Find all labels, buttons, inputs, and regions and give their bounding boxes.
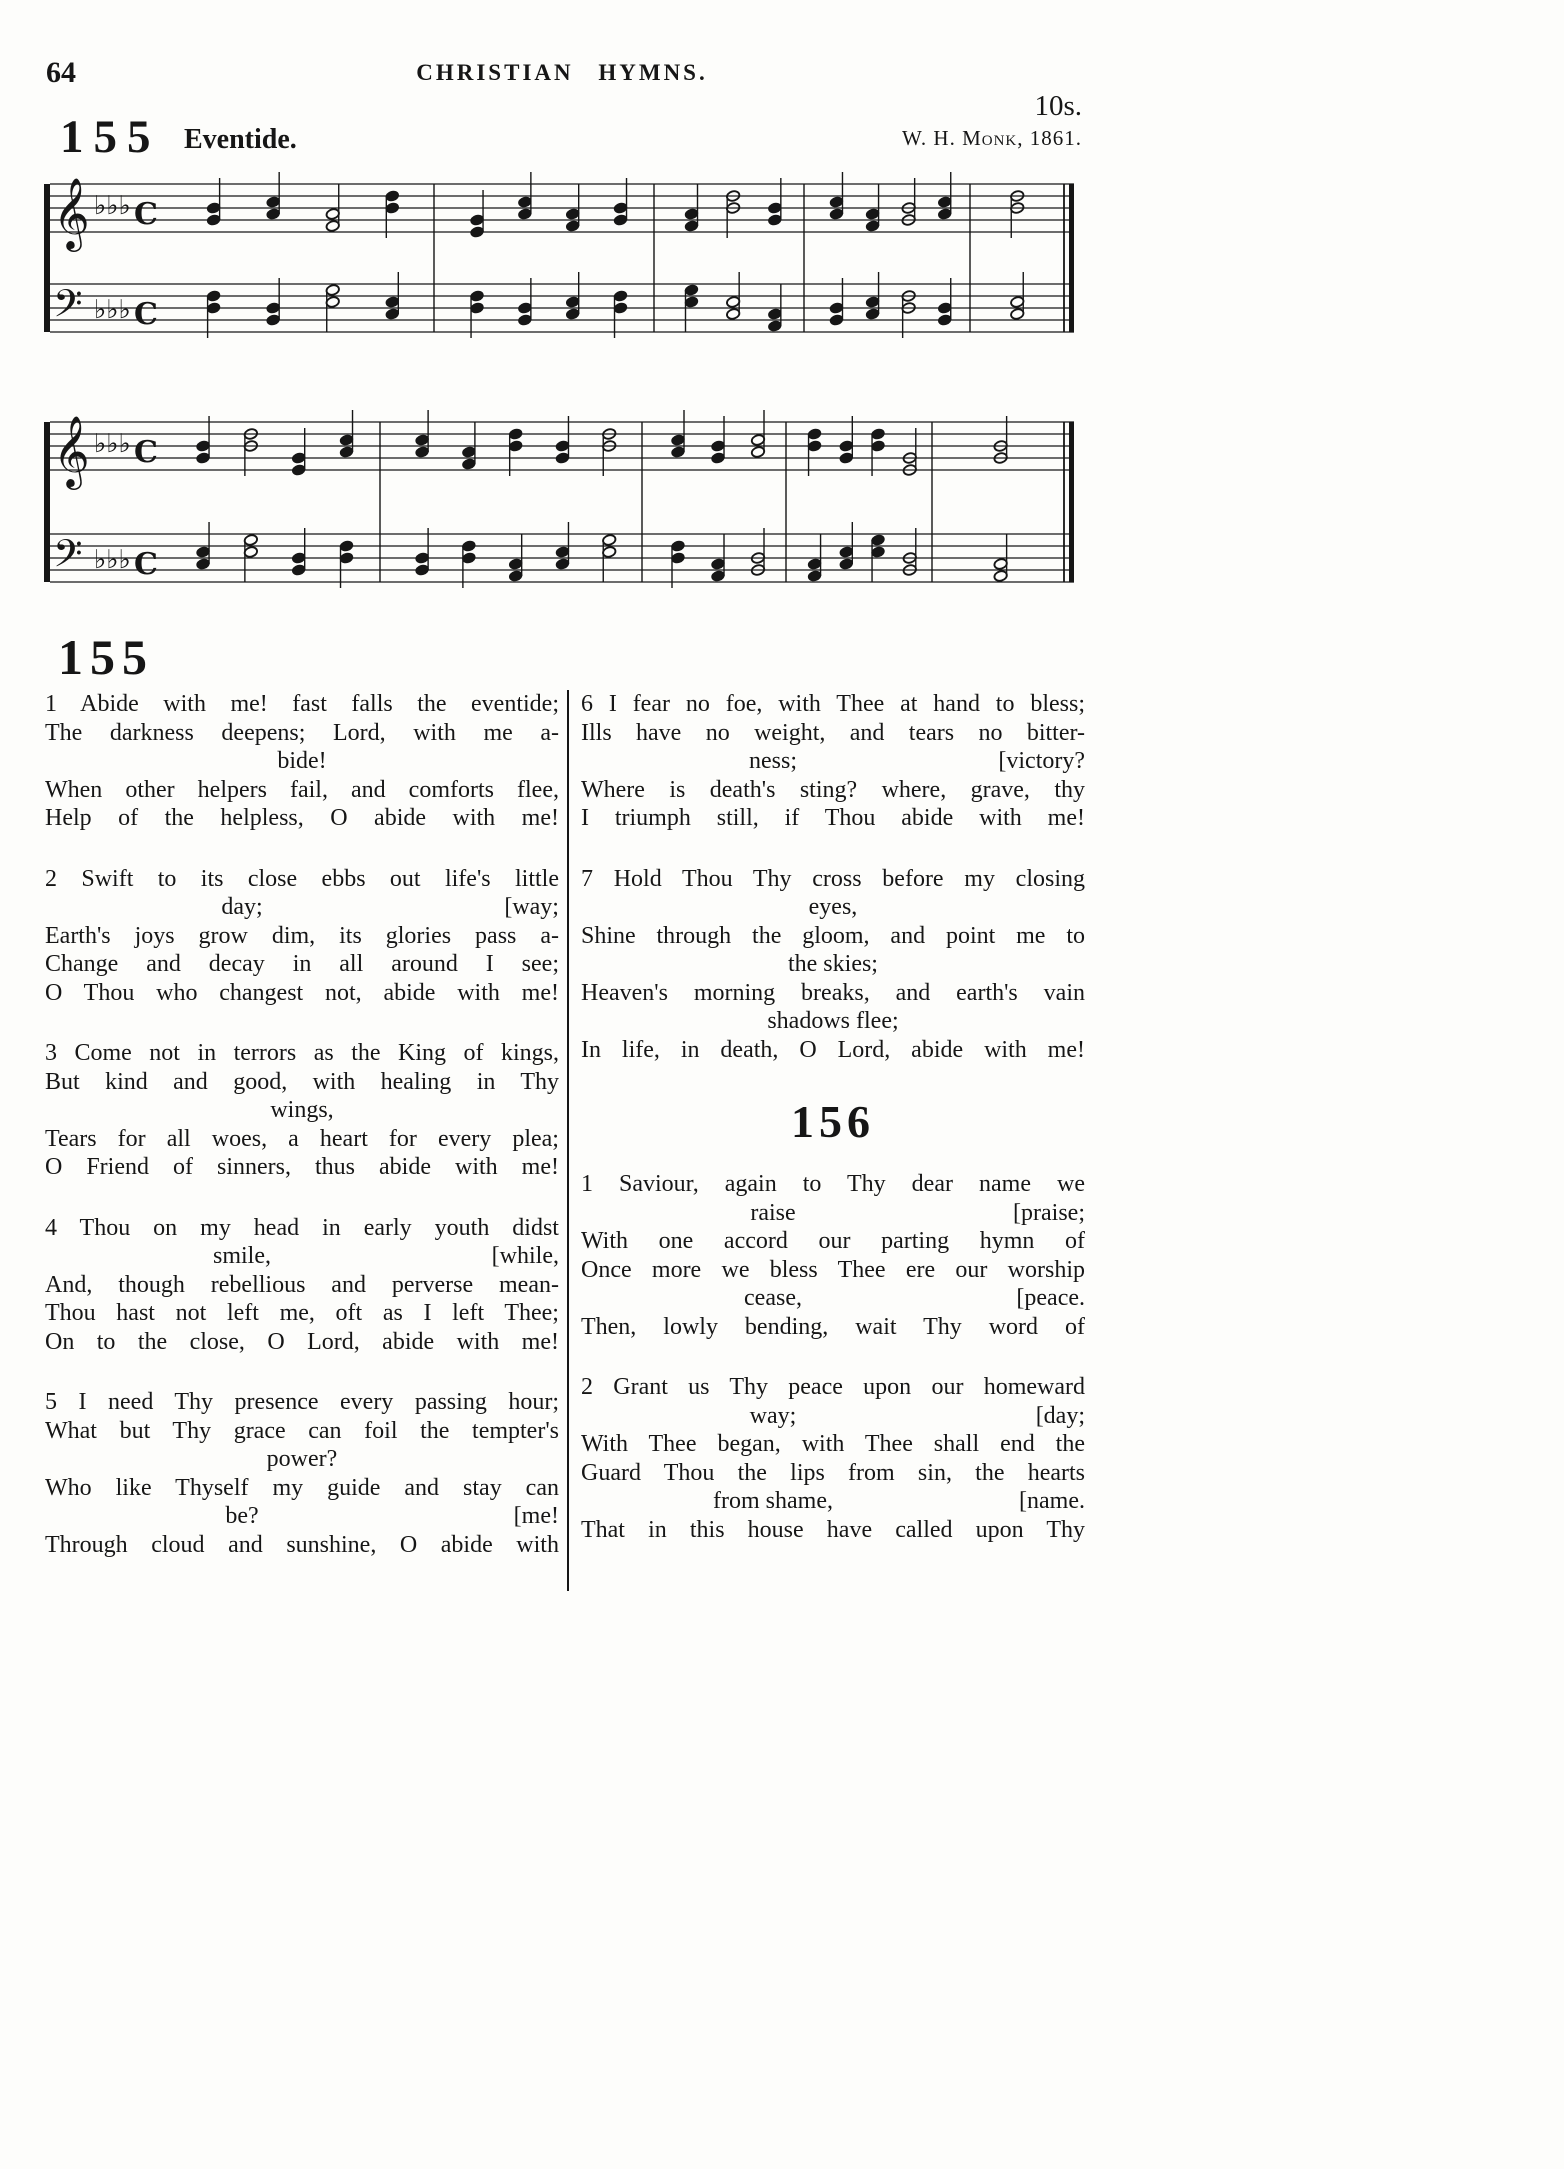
hymn-composer: W. H. Monk, 1861.	[902, 126, 1082, 150]
verse-line: Where is death's sting? where, grave, thy	[580, 776, 1085, 803]
verse	[45, 1214, 559, 1357]
verse-line: wings,	[270, 1097, 334, 1123]
verse-line: shadows flee;	[767, 1008, 899, 1034]
verse-line: 1 Abide with me! fast falls the eventide;	[45, 691, 559, 717]
hymn-number: 155	[60, 111, 161, 163]
svg-text:♭♭♭: ♭♭♭	[94, 545, 131, 575]
catchword: [me!	[513, 1503, 559, 1529]
verse-line: 2 Grant us Thy peace upon our homeward	[580, 1374, 1085, 1400]
verse-line: And, though rebellious and perverse mean-	[45, 1271, 559, 1298]
hymn-meter: 10s.	[1034, 90, 1082, 122]
verse-line: Thou hast not left me, oft as I left Thee;	[45, 1300, 559, 1326]
verse	[581, 1373, 1085, 1544]
verse-line: 7 Hold Thou Thy cross before my closing	[580, 865, 1085, 892]
verse-line: That in this house have called upon Thy	[580, 1516, 1085, 1543]
verse-line: Ills have no weight, and tears no bitter-	[580, 719, 1085, 746]
verse	[581, 865, 1085, 1065]
verse-line: With one accord our parting hymn of	[580, 1228, 1085, 1254]
svg-text:C: C	[134, 435, 158, 470]
verse-line: be? [me!	[225, 1503, 559, 1529]
verse-line: Help of the helpless, O abide with me!	[45, 805, 559, 831]
verse-line: I triumph still, if Thou abide with me!	[580, 805, 1085, 831]
verse-line: from shame, [name.	[713, 1488, 1085, 1514]
column-right	[569, 690, 1085, 1591]
verse	[45, 865, 559, 1008]
text-columns	[45, 690, 1085, 1591]
svg-text:𝄢: 𝄢	[53, 281, 83, 335]
verse-line: Heaven's morning breaks, and earth's vain	[580, 979, 1085, 1006]
verse-line: 3 Come not in terrors as the King of kings,	[45, 1040, 559, 1066]
verse-line: With Thee began, with Thee shall end the	[580, 1431, 1085, 1457]
verse-line: cease, [peace.	[744, 1285, 1085, 1311]
catchword: [while,	[491, 1243, 559, 1269]
verse-line: Then, lowly bending, wait Thy word of	[580, 1313, 1085, 1340]
verse-line: 6 I fear no foe, with Thee at hand to bless;	[580, 691, 1085, 717]
verse-line: What but Thy grace can foil the tempter's	[45, 1417, 559, 1444]
catchword: [day;	[1035, 1402, 1085, 1429]
verse-line: Once more we bless Thee ere our worship	[580, 1256, 1085, 1283]
hymn-number-heading: 156	[790, 1096, 875, 1147]
verse-line: raise [praise;	[750, 1199, 1085, 1226]
verse	[581, 690, 1085, 833]
music-notation-system-1	[42, 166, 1082, 366]
verse-line: Earth's joys grow dim, its glories pass a-	[45, 922, 559, 949]
svg-text:𝄞: 𝄞	[53, 176, 90, 249]
verse-line: 2 Swift to its close ebbs out life's little	[45, 865, 559, 892]
verse-line: When other helpers fail, and comforts flee,	[45, 776, 559, 803]
catchword: [way;	[504, 894, 559, 920]
hymn-text-number: 155	[58, 629, 154, 685]
verse-line: way; [day;	[749, 1402, 1085, 1429]
verse-line: On to the close, O Lord, abide with me!	[45, 1328, 559, 1355]
catchword: [name.	[1019, 1488, 1085, 1514]
verse-line: Who like Thyself my guide and stay can	[45, 1474, 559, 1501]
running-head: CHRISTIAN HYMNS.	[416, 60, 708, 85]
svg-text:𝄞: 𝄞	[53, 414, 90, 487]
verse	[45, 1039, 559, 1182]
verse-line: the skies;	[787, 951, 878, 977]
verse-line: day; [way;	[221, 894, 559, 920]
verse-line: O Thou who changest not, abide with me!	[45, 979, 559, 1006]
verse-line: smile, [while,	[212, 1243, 559, 1269]
verse-line: bide!	[277, 748, 327, 774]
svg-text:𝄢: 𝄢	[53, 531, 83, 585]
verse-line: eyes,	[808, 894, 858, 920]
verse-line: But kind and good, with healing in Thy	[45, 1068, 559, 1095]
svg-text:♭♭♭: ♭♭♭	[94, 429, 131, 459]
verse-line: Guard Thou the lips from sin, the hearts	[580, 1459, 1085, 1486]
verse-line: In life, in death, O Lord, abide with me!	[580, 1036, 1085, 1063]
verse-line: power?	[266, 1446, 338, 1472]
verse-line: 1 Saviour, again to Thy dear name we	[580, 1171, 1085, 1197]
verse-line: 4 Thou on my head in early youth didst	[45, 1214, 559, 1241]
verse-line: Through cloud and sunshine, O abide with	[45, 1531, 559, 1558]
hymn-title: Eventide.	[184, 124, 297, 155]
svg-text:C: C	[134, 297, 158, 332]
page-number: 64	[46, 56, 76, 89]
verse-line: The darkness deepens; Lord, with me a-	[45, 719, 559, 746]
verse-line: ness; [victory?	[748, 748, 1085, 774]
verse-line: O Friend of sinners, thus abide with me!	[45, 1154, 559, 1180]
verse-line: Shine through the gloom, and point me to	[580, 922, 1085, 949]
music-notation-system-2	[42, 404, 1082, 616]
svg-text:♭♭♭: ♭♭♭	[94, 191, 131, 221]
catchword: [praise;	[1013, 1199, 1085, 1226]
verse-line: Tears for all woes, a heart for every plea;	[45, 1125, 559, 1152]
verse-line: 5 I need Thy presence every passing hour;	[45, 1389, 559, 1415]
column-left	[45, 690, 569, 1591]
verse	[45, 690, 559, 833]
verse	[581, 1170, 1085, 1341]
svg-text:C: C	[134, 197, 158, 232]
verse-line: Change and decay in all around I see;	[45, 951, 559, 977]
svg-text:♭♭♭: ♭♭♭	[94, 295, 131, 325]
catchword: [peace.	[1016, 1285, 1085, 1311]
catchword: [victory?	[998, 748, 1085, 774]
verse	[45, 1388, 559, 1559]
svg-text:C: C	[134, 547, 158, 582]
